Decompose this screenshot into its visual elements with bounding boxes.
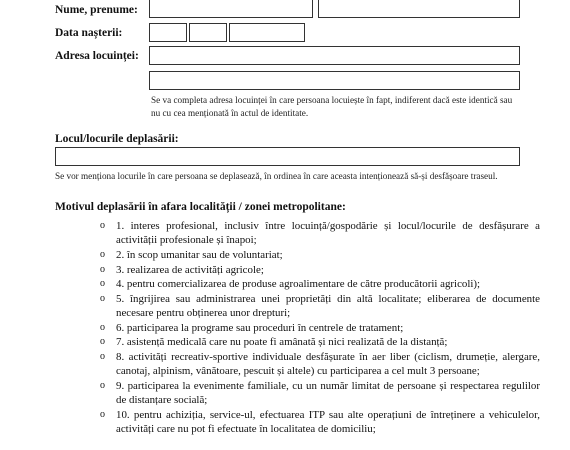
reasons-list bbox=[100, 219, 540, 437]
locations-label: Locul/locurile deplasării: bbox=[55, 133, 179, 145]
name-label: Nume, prenume: bbox=[55, 4, 138, 16]
birth-year-field[interactable] bbox=[229, 23, 305, 42]
checkbox-circle-icon[interactable]: o bbox=[100, 321, 105, 333]
reason-item[interactable]: o 5. îngrijirea sau administrarea unei proprietăți din altă localitate; eliberarea de documente necesare pentru obținerea unor drepturi; bbox=[100, 292, 540, 320]
address-label: Adresa locuinței: bbox=[55, 50, 139, 62]
reason-item[interactable]: o 8. activități recreativ-sportive individuale desfășurate în aer liber (ciclism, drumeție, alergare, canotaj, alpinism, vânătoare, pescuit și altele) cu participarea a cel mult 3 persoane; bbox=[100, 350, 540, 378]
birth-day-field[interactable] bbox=[149, 23, 187, 42]
birth-date-label: Data nașterii: bbox=[55, 27, 123, 39]
checkbox-circle-icon[interactable]: o bbox=[100, 350, 105, 362]
reason-item[interactable]: o 9. participarea la evenimente familiale, cu un număr limitat de persoane și respectarea regulilor de distanțare socială; bbox=[100, 379, 540, 407]
reason-heading: Motivul deplasării în afara localității / zonei metropolitane: bbox=[55, 201, 346, 213]
reason-item[interactable]: o 1. interes profesional, inclusiv între locuință/gospodărie și locul/locurile de desfășurare a activității profesionale și înapoi; bbox=[100, 220, 540, 247]
checkbox-circle-icon[interactable]: o bbox=[100, 263, 105, 275]
last-name-field[interactable] bbox=[149, 0, 313, 18]
first-name-field[interactable] bbox=[318, 0, 520, 18]
checkbox-circle-icon[interactable]: o bbox=[100, 249, 105, 260]
birth-month-field[interactable] bbox=[189, 23, 227, 42]
reason-item[interactable]: o 2. în scop umanitar sau de voluntariat; bbox=[100, 249, 283, 261]
reason-item[interactable]: o 6. participarea la programe sau proceduri în centrele de tratament; bbox=[100, 321, 404, 334]
locations-field[interactable] bbox=[55, 147, 520, 166]
reason-item[interactable]: o 10. pentru achiziția, service-ul, efectuarea ITP sau alte operațiuni de întreținere a vehiculelor, activități care nu pot fi efectuate în localitatea de domiciliu; bbox=[100, 408, 540, 436]
address-field-line-2[interactable] bbox=[149, 71, 520, 90]
checkbox-circle-icon[interactable]: o bbox=[100, 292, 105, 304]
checkbox-circle-icon[interactable]: o bbox=[100, 336, 105, 348]
checkbox-circle-icon[interactable]: o bbox=[100, 379, 105, 391]
address-note: Se va completa adresa locuinței în care persoana locuiește în fapt, indiferent dacă este identică sau nu cu cea menționată în actul de identitate. bbox=[151, 95, 513, 118]
reason-item[interactable]: o 4. pentru comercializarea de produse agroalimentare de către producătorii agricoli); bbox=[100, 278, 481, 291]
reason-item[interactable]: o 3. realizarea de activități agricole; bbox=[100, 263, 264, 276]
checkbox-circle-icon[interactable]: o bbox=[100, 408, 105, 420]
checkbox-circle-icon[interactable]: o bbox=[100, 278, 105, 290]
reason-item[interactable]: o 7. asistență medicală care nu poate fi amânată și nici realizată de la distanță; bbox=[100, 336, 448, 349]
locations-note: Se vor menționa locurile în care persoana se deplasează, în ordinea în care aceasta intenționează să-și desfășoare traseul. bbox=[55, 171, 498, 181]
address-field-line-1[interactable] bbox=[149, 46, 520, 65]
checkbox-circle-icon[interactable]: o bbox=[100, 220, 105, 231]
